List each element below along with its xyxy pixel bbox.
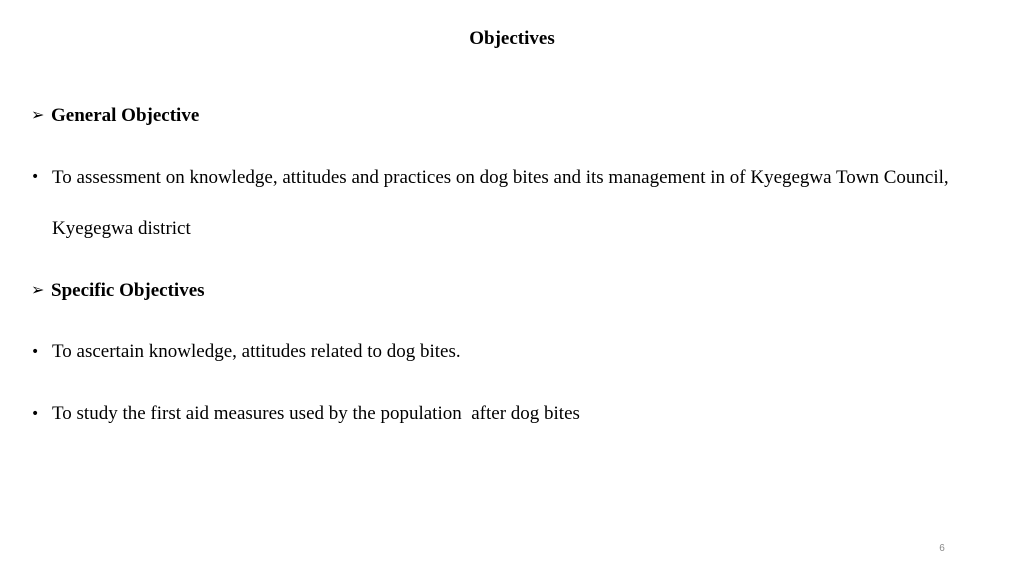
specific-objective-item [31,340,991,364]
arrow-bullet-icon: ➢ [31,105,45,124]
general-objective-item [31,152,991,254]
general-objective-heading-text: General Objective [51,105,200,126]
page-number: 6 [939,543,945,554]
bullet-dot-icon: • [31,406,40,422]
bullet-dot-icon: • [31,169,40,185]
specific-objective-item [31,402,991,426]
general-objective-item-text: To assessment on knowledge, attitudes and practices on dog bites and its management in of Kyegegwa Town Council, Kyegegwa district [52,167,949,239]
general-objective-heading [31,103,199,128]
specific-objective-item-text: To study the first aid measures used by the population after dog bites [52,403,580,424]
specific-objectives-heading-text: Specific Objectives [51,280,205,301]
specific-objectives-heading [31,278,205,303]
slide-title: Objectives [469,28,555,49]
specific-objective-item-text: To ascertain knowledge, attitudes related to dog bites. [52,341,461,362]
arrow-bullet-icon: ➢ [31,280,45,299]
bullet-dot-icon: • [31,344,40,360]
